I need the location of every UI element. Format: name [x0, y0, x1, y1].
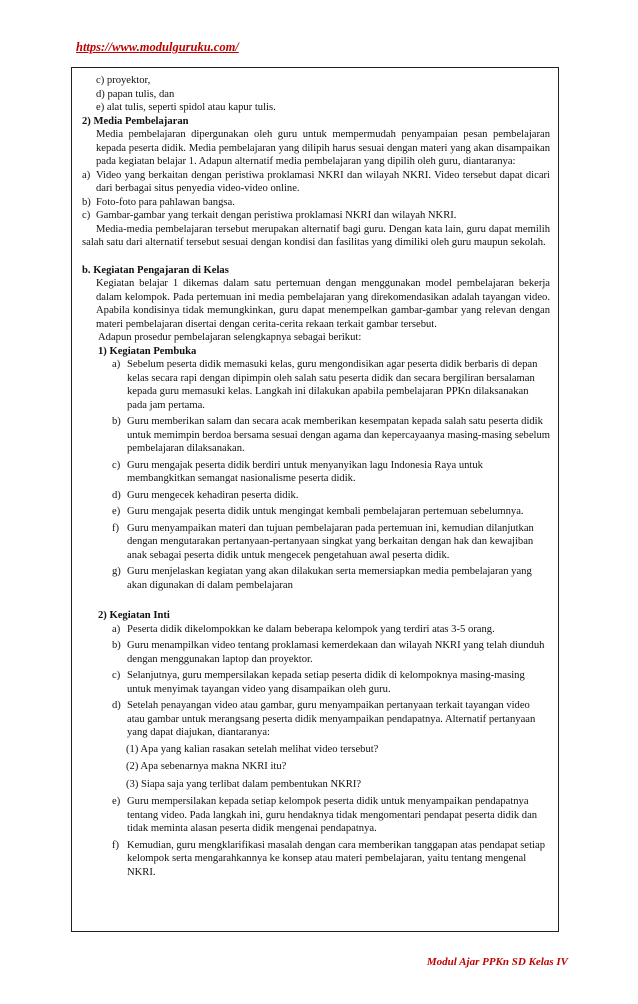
- footer-module-title: Modul Ajar PPKn SD Kelas IV: [426, 956, 568, 968]
- list-label: c): [82, 210, 91, 221]
- list-item: [112, 565, 550, 592]
- list-label: b): [112, 416, 121, 427]
- list-text: Guru menyampaikan materi dan tujuan pembelajaran pada pertemuan ini, kemudian dilanjutkan dengan mengutarakan pertanyaan-pertanyaan singkat yang berkaitan dengan hak dan kewajiban anak sebagai peserta didik untuk mengecek pengetahuan awal peserta didik.: [127, 522, 534, 561]
- list-item: [82, 169, 550, 196]
- list-item: [112, 358, 550, 412]
- inti-list-continued: [82, 795, 550, 879]
- list-item: [82, 196, 550, 210]
- pembuka-list: [82, 358, 550, 592]
- list-text: Guru mengecek kehadiran peserta didik.: [127, 489, 299, 501]
- list-text: Kemudian, guru mengklarifikasi masalah dengan cara memberikan tanggapan atas pendapat setiap kelompok serta mengarahkannya ke konsep atau materi pembelajaran, yaitu tentang mengenal NKRI.: [127, 839, 545, 878]
- list-label: f): [112, 522, 120, 534]
- list-text: Selanjutnya, guru mempersilakan kepada setiap peserta didik di kelompoknya masing-masing untuk menyimak tayangan video yang disampaikan oleh guru.: [127, 670, 525, 695]
- list-item: [82, 209, 550, 223]
- list-text: Video yang berkaitan dengan peristiwa proklamasi NKRI dan wilayah NKRI. Video tersebut dapat dicari dari berbagai situs penyedia video-video online.: [96, 169, 550, 194]
- list-label: a): [112, 359, 121, 370]
- list-label: e): [112, 506, 121, 517]
- list-item: [112, 699, 550, 740]
- list-text: Foto-foto para pahlawan bangsa.: [96, 196, 235, 208]
- list-text: Peserta didik dikelompokkan ke dalam beberapa kelompok yang terdiri atas 3-5 orang.: [127, 623, 495, 635]
- inti-list: [82, 623, 550, 740]
- question-item: (2) Apa sebenarnya makna NKRI itu?: [126, 761, 287, 772]
- list-label: c): [112, 459, 121, 471]
- list-item: [112, 795, 550, 836]
- document-body: [82, 74, 550, 882]
- list-item: [112, 669, 550, 696]
- question-item: (1) Apa yang kalian rasakan setelah melihat video tersebut?: [126, 743, 379, 755]
- list-item: [112, 522, 550, 563]
- list-label: d): [112, 489, 121, 501]
- question-item: (3) Siapa saja yang terlibat dalam pembentukan NKRI?: [126, 778, 362, 790]
- list-label: a): [82, 169, 91, 181]
- section-heading-kegiatan: b. Kegiatan Pengajaran di Kelas: [82, 264, 229, 276]
- list-item: [112, 489, 550, 503]
- list-label: d): [112, 700, 121, 711]
- list-text: Guru mengajak peserta didik untuk mengingat kembali pembelajaran pertemuan sebelumnya.: [127, 506, 524, 517]
- list-label: c): [112, 670, 121, 681]
- list-label: b): [82, 196, 91, 208]
- list-item: [112, 839, 550, 880]
- list-item: [112, 639, 550, 666]
- list-item: [112, 505, 550, 519]
- list-text: Guru menampilkan video tentang proklamasi kemerdekaan dan wilayah NKRI yang telah diunduh dengan menggunakan laptop dan proyektor.: [127, 640, 545, 665]
- list-text: Guru menjelaskan kegiatan yang akan dilakukan serta memersiapkan media pembelajaran yang akan digunakan di dalam pembelajaran: [127, 566, 532, 591]
- list-label: g): [112, 566, 121, 577]
- list-item: [112, 623, 550, 637]
- list-item: [112, 459, 550, 486]
- media-closing-paragraph: Media-media pembelajaran tersebut merupakan alternatif bagi guru. Dengan kata lain, guru dapat memilih salah satu dari alternatif tersebut sesuai dengan kondisi dan fasilitas yang dimiliki oleh guru maupun sekolah.: [82, 223, 550, 248]
- section-heading-media: 2) Media Pembelajaran: [82, 115, 189, 127]
- media-intro-paragraph: Media pembelajaran dipergunakan oleh guru untuk mempermudah penyampaian pesan pembelajaran kepada peserta didik. Media pembelajaran yang dilipih harus sesuai dengan materi yang akan disampaikan pada kegiatan belajar 1. Adapun alternatif media pembelajaran yang dipilih oleh guru, diantaranya:: [96, 129, 550, 167]
- list-text: Guru memberikan salam dan secara acak memberikan kesempatan kepada salah satu peserta didik untuk memimpin berdoa bersama sesuai dengan agama dan kepercayaanya masing-masing sebelum pembelajaran dilaksanakan.: [127, 416, 551, 454]
- list-label: e): [112, 796, 121, 807]
- list-item: e) alat tulis, seperti spidol atau kapur tulis.: [96, 102, 276, 113]
- list-label: a): [112, 623, 121, 635]
- subsection-heading-inti: 2) Kegiatan Inti: [98, 610, 170, 621]
- list-label: f): [112, 839, 120, 851]
- list-text: Sebelum peserta didik memasuki kelas, guru mengondisikan agar peserta didik berbaris di depan kelas secara rapi dengan dipimpin oleh salah satu peserta didik dan secara bergiliran bersalaman kepada guru memasuki kelas. Langkah ini dilakukan apabila pembelajaran PPKn dilaksanakan pada jam pertama.: [127, 359, 538, 411]
- question-list: [82, 743, 550, 792]
- list-item: [112, 415, 550, 456]
- list-text: Setelah penayangan video atau gambar, guru menyampaikan pertanyaan terkait tayangan video atau gambar untuk merangsang peserta didik menyampaikan pendapatnya. Alternatif pertanyaan yang dapat diajukan, diantaranya:: [127, 700, 536, 738]
- list-item: d) papan tulis, dan: [96, 88, 175, 100]
- subsection-heading-pembuka: 1) Kegiatan Pembuka: [98, 345, 197, 357]
- list-label: b): [112, 640, 121, 651]
- list-item: c) proyektor,: [96, 75, 151, 86]
- kegiatan-intro-paragraph: Kegiatan belajar 1 dikemas dalam satu pertemuan dengan menggunakan model pembelajaran bekerja dalam kelompok. Pada pertemuan ini media pembelajaran yang direkomendasikan adalah tayangan video. Apabila kondisinya tidak memungkinkan, guru dapat menempelkan gambar-gambar yang relevan dengan materi pembelajaran disertai dengan cerita-cerita rekaan terkait gambar tersebut.: [96, 278, 550, 330]
- list-text: Guru mempersilakan kepada setiap kelompok peserta didik untuk menyampaikan pendapatnya tentang video. Pada langkah ini, guru hendaknya tidak mengomentari pendapat peserta didik dan tidak meminta alasan peserta didik mengenai pendapatnya.: [127, 796, 538, 834]
- list-text: Gambar-gambar yang terkait dengan peristiwa proklamasi NKRI dan wilayah NKRI.: [96, 210, 457, 221]
- header-url-link[interactable]: https://www.modulguruku.com/: [76, 40, 239, 54]
- list-text: Guru mengajak peserta didik berdiri untuk menyanyikan lagu Indonesia Raya untuk membangkitkan semangat nasionalisme peserta didik.: [127, 459, 483, 484]
- prosedur-paragraph: Adapun prosedur pembelajaran selengkapnya sebagai berikut:: [98, 332, 362, 343]
